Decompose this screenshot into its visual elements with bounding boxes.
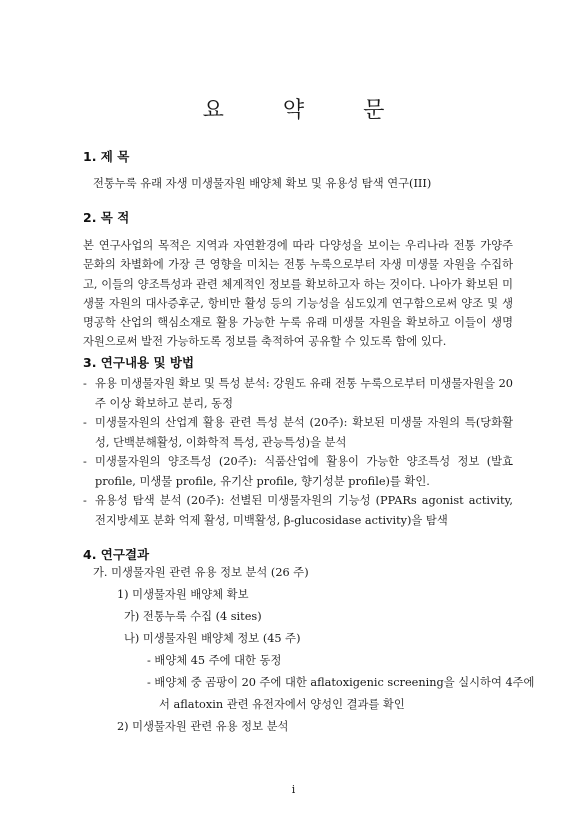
bullet-dash: - (83, 455, 87, 468)
methods-item-text: 미생물자원의 양조특성 (20주): 식품산업에 활용이 가능한 양조특성 정보 (발효 profile, 미생물 profile, 유기산 profile, 향기성분 profile)를 확인. (95, 455, 513, 488)
section-heading-methods: 3. 연구내용 및 방법 (83, 355, 195, 370)
section-heading-title: 1. 제 목 (83, 149, 130, 164)
purpose-paragraph: 본 연구사업의 목적은 지역과 자연환경에 따라 다양성을 보이는 우리나라 전통 가양주 문화의 차별화에 가장 큰 영향을 미치는 전통 누룩으로부터 자생 미생물 자원을 수집하고, 이들의 양조특성과 관련 체계적인 정보를 확보하고자 하는 것이다. 나아가 확보된 미생물 자원의 대사증후군, 항비만 활성 등의 기능성을 심도있게 연구함으로써 양조 및 생명공학 산업의 핵심소재로 활용 가능한 누룩 유래 미생물 자원을 확보하고 이들이 생명자원으로써 발전 가능하도록 정보를 축적하여 공유할 수 있도록 함에 있다. (83, 239, 513, 349)
results-line-level2: 2) 미생물자원 관련 유용 정보 분석 (117, 720, 289, 733)
methods-item-text: 유용성 탐색 분석 (20주): 선별된 미생물자원의 기능성 (PPARs agonist activity, 전지방세포 분화 억제 활성, 미백활성, β-glucosidase activity)을 탐색 (95, 494, 513, 527)
section-heading-purpose: 2. 목 적 (83, 210, 130, 225)
results-line-level3: 나) 미생물자원 배양체 정보 (45 주) (124, 632, 301, 645)
methods-item (83, 374, 513, 413)
results-line-level4: - 배양체 45 주에 대한 동정 (147, 654, 282, 667)
bullet-dash: - (83, 494, 87, 507)
methods-item-text: 유용 미생물자원 확보 및 특성 분석: 강원도 유래 전통 누룩으로부터 미생물자원을 20주 이상 확보하고 분리, 동정 (95, 377, 513, 410)
results-line-level1: 가. 미생물자원 관련 유용 정보 분석 (26 주) (93, 566, 309, 579)
methods-item (83, 452, 513, 491)
results-line-level2: 1) 미생물자원 배양체 확보 (117, 588, 249, 601)
results-line-level3: 가) 전통누룩 수집 (4 sites) (124, 610, 262, 623)
bullet-dash: - (83, 377, 87, 390)
bullet-dash: - (83, 416, 87, 429)
methods-item (83, 491, 513, 530)
page-number: i (291, 783, 296, 796)
page-title: 요 약 문 (202, 98, 411, 123)
results-line-continuation: 서 aflatoxin 관련 유전자에서 양성인 결과를 확인 (159, 698, 405, 711)
results-line-level4: - 배양체 중 곰팡이 20 주에 대한 aflatoxigenic screening을 실시하여 4주에 (147, 676, 535, 689)
methods-item (83, 413, 513, 452)
methods-item-text: 미생물자원의 산업계 활용 관련 특성 분석 (20주): 확보된 미생물 자원의 특(당화활성, 단백분해활성, 이화학적 특성, 관능특성)을 분석 (95, 416, 513, 449)
section-heading-results: 4. 연구결과 (83, 547, 150, 562)
research-title-text: 전통누룩 유래 자생 미생물자원 배양체 확보 및 유용성 탐색 연구(III) (93, 177, 432, 190)
